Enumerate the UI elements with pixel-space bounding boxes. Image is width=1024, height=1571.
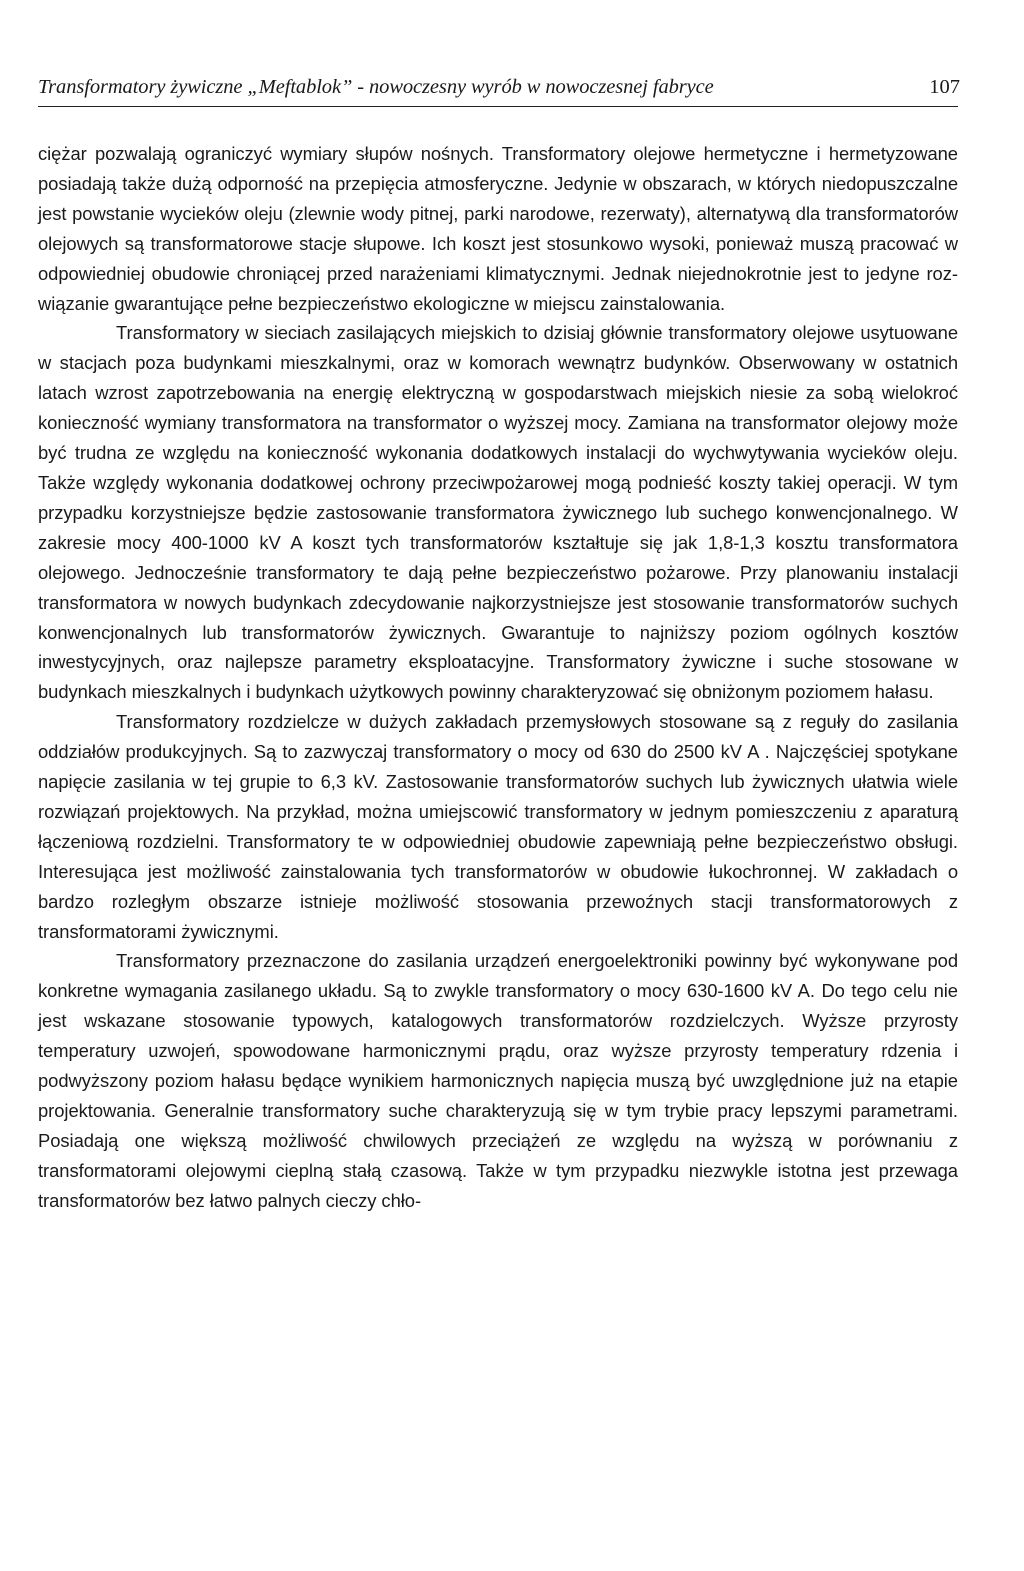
body-text: [38, 139, 958, 1216]
paragraph-city-networks: Transformatory w sieciach zasilających miejskich to dzisiaj głównie transformatory olejowe usytuowane w stacjach poza budynkami mieszkalnymi, oraz w komorach wewnątrz budynków. Obserwowany w ostatnich latach wzrost zapotrzebowania na energię elektryczną w gospodarstwach miejskich niesie za sobą wielokroć konieczność wymiany transformatora na transformator o wyższej mocy. Zamiana na transformator olejowy może być trudna ze względu na konieczność wykonania dodatkowych instalacji do wychwytywania wycieków oleju. Także względy wykonania dodatkowej ochrony przeciwpożarowej mogą podnieść koszty takiej operacji. W tym przypadku korzystniejsze będzie zastosowanie transformatora żywicznego lub suchego konwencjonalnego. W zakresie mocy 400-1000 kV A koszt tych transformatorów kształtuje się jak 1,8-1,3 kosztu transformatora olejowego. Jednocześnie transformatory te dają pełne bezpieczeństwo pożarowe. Przy planowaniu instalacji transformatora w nowych budynkach zdecydowanie najkorzystniejsze jest stosowanie transformatorów suchych konwencjonalnych lub transformatorów żywicznych. Gwarantuje to najniższy poziom ogólnych kosztów inwestycyjnych, oraz najlepsze parametry eksploatacyjne. Transformatory żywiczne i suche stosowane w budynkach mieszkalnych i budynkach użytkowych powinny charakteryzować się obniżonym poziomem hałasu.: [38, 322, 958, 703]
document-page: [38, 70, 958, 1216]
running-header: [38, 70, 958, 107]
paragraph-industrial-plants: Transformatory rozdzielcze w dużych zakładach przemysłowych stosowane są z reguły do zasilania oddziałów produkcyjnych. Są to zazwyczaj transformatory o mocy od 630 do 2500 kV A . Najczęściej spotykane napięcie zasilania w tej grupie to 6,3 kV. Zastosowanie transformatorów suchych lub żywicznych ułatwia wiele rozwiązań projektowych. Na przykład, można umiejscowić transformatory w jednym pomieszczeniu z aparaturą łączeniową rozdzielni. Transformatory te w odpowiedniej obudowie zapewniają pełne bezpieczeństwo obsługi. Interesująca jest możliwość zainstalowania tych transformatorów w obudowie łukochronnej. W zakładach o bardzo rozległym obszarze istnieje możliwość stosowania przewoźnych stacji transformatorowych z transformatorami żywicznymi.: [38, 711, 958, 942]
paragraph-continuation: ciężar pozwalają ograniczyć wymiary słupów nośnych. Transformatory olejowe hermetyczne i hermetyzowane posiadają także dużą odporność na przepięcia atmosferyczne. Jedynie w obszarach, w których niedopuszczalne jest powstanie wycieków oleju (zlewnie wody pitnej, parki narodowe, rezerwaty), alternatywą dla transformatorów olejowych są transformatorowe stacje słupowe. Ich koszt jest stosunkowo wysoki, ponieważ muszą pracować w odpowiedniej obudowie chroniącej przed narażeniami klimatycznymi. Jednak niejednokrotnie jest to jedyne rozwiązanie gwarantujące pełne bezpieczeństwo ekologiczne w miejscu zainstalowania.: [38, 143, 958, 314]
header-title: Transformatory żywiczne „Meftablok” - nowoczesny wyrób w nowoczesnej fabryce: [38, 76, 714, 98]
paragraph-power-electronics: Transformatory przeznaczone do zasilania urządzeń energoelektroniki powinny być wykonywane pod konkretne wymagania zasilanego układu. Są to zwykle transformatory o mocy 630-1600 kV A. Do tego celu nie jest wskazane stosowanie typowych, katalogowych transformatorów rozdzielczych. Wyższe przyrosty temperatury uzwojeń, spowodowane harmonicznymi prądu, oraz wyższe przyrosty temperatury rdzenia i podwyższony poziom hałasu będące wynikiem harmonicznych napięcia muszą być uwzględnione już na etapie projektowania. Generalnie transformatory suche charakteryzują się w tym trybie pracy lepszymi parametrami. Posiadają one większą możliwość chwilowych przeciążeń ze względu na wyższą w porównaniu z transformatorami olejowymi cieplną stałą czasową. Także w tym przypadku niezwykle istotna jest przewaga transformatorów bez łatwo palnych cieczy chło-: [38, 950, 958, 1211]
page-number: 107: [929, 76, 960, 98]
